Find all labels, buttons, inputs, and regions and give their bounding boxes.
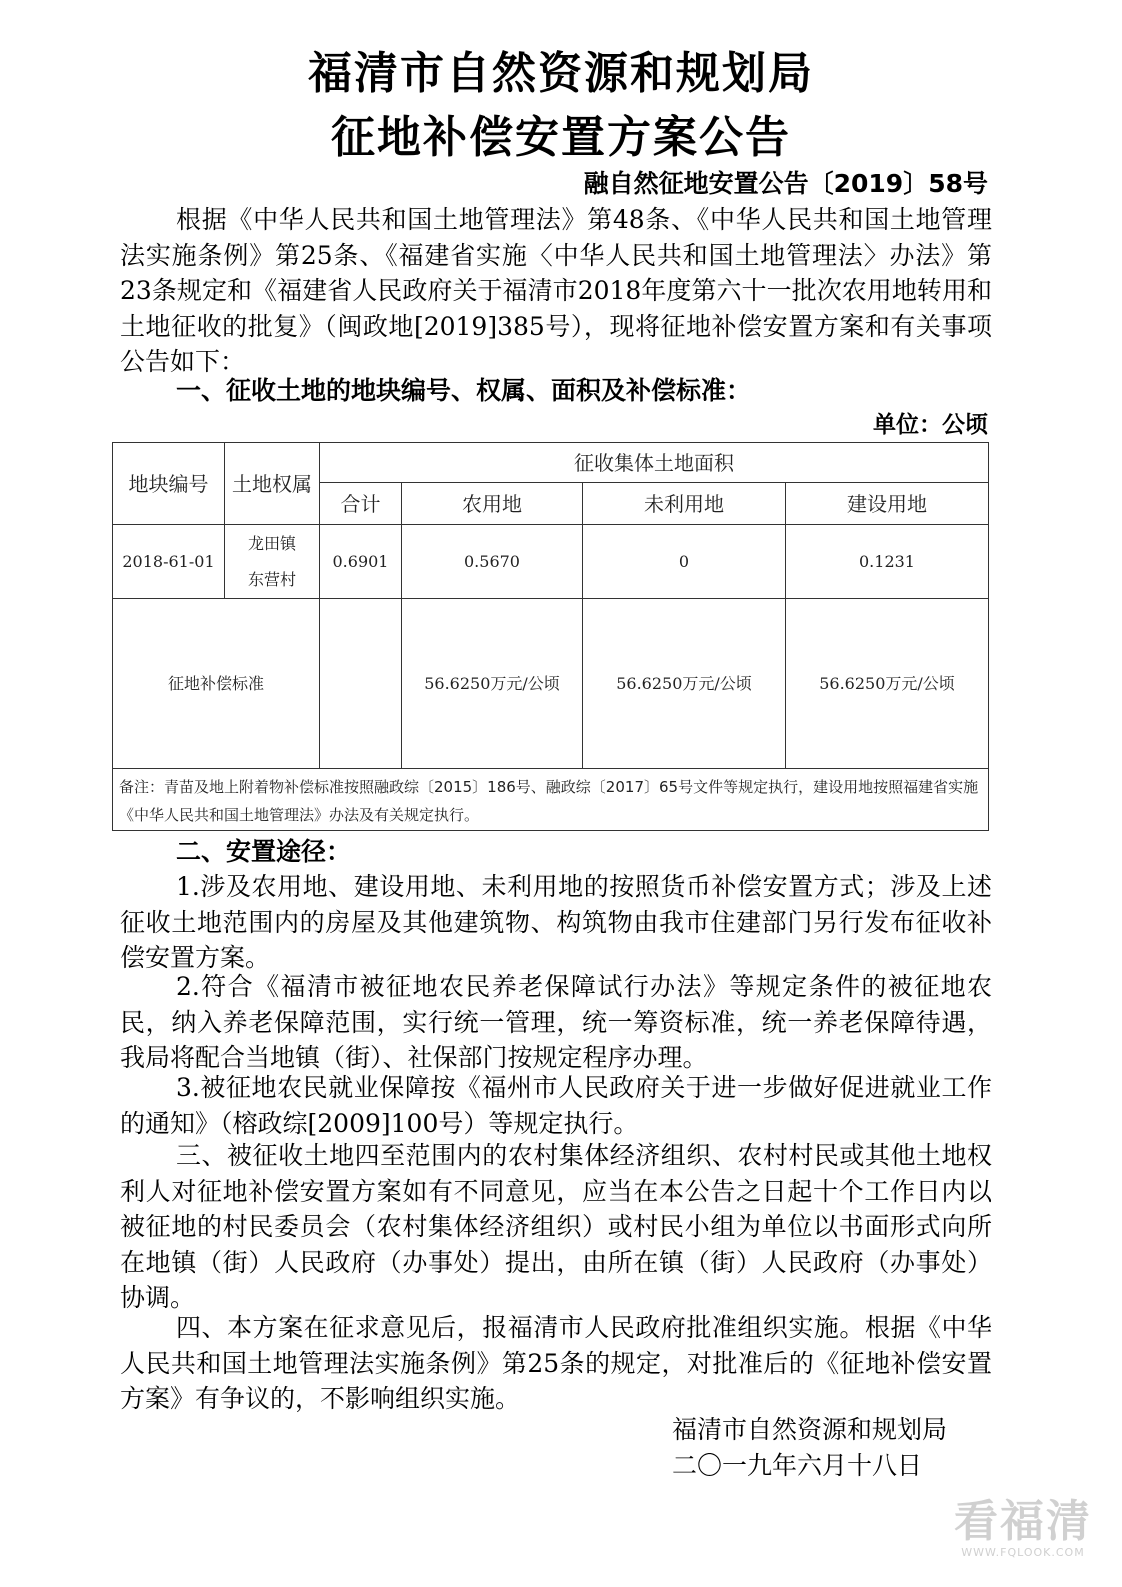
header-farmland: 农用地: [402, 483, 583, 525]
section2-item3: 3.被征地农民就业保障按《福州市人民政府关于进一步做好促进就业工作的通知》（榕政综[2009]100号）等规定执行。: [120, 1073, 992, 1138]
section2-heading: 二、安置途径：: [176, 837, 352, 866]
document-title-line1: 福清市自然资源和规划局: [308, 48, 814, 99]
section2-item2: 2.符合《福清市被征地农民养老保障试行办法》等规定条件的被征地农民，纳入养老保障范围，实行统一管理，统一筹资标准，统一养老保障待遇，我局将配合当地镇（街）、社保部门按规定程序办理。: [120, 972, 992, 1072]
watermark-url: WWW.FQLOOK.COM: [961, 1546, 1085, 1559]
table-note: 备注：青苗及地上附着物补偿标准按照融政综〔2015〕186号、融政综〔2017〕65号文件等规定执行，建设用地按照福建省实施《中华人民共和国土地管理法》办法及有关规定执行。: [113, 769, 989, 831]
watermark-text: 看福清: [954, 1496, 1092, 1547]
compensation-row: [113, 599, 989, 769]
section4-paragraph: 四、本方案在征求意见后，报福清市人民政府批准组织实施。根据《中华人民共和国土地管理法实施条例》第25条的规定，对批准后的《征地补偿安置方案》有争议的，不影响组织实施。: [120, 1313, 992, 1413]
cell-plot-no: 2018-61-01: [113, 525, 225, 599]
cell-ownership: [225, 525, 320, 599]
cell-construction: 0.1231: [786, 525, 989, 599]
land-table: [112, 442, 989, 831]
header-plot-no: 地块编号: [113, 443, 225, 525]
header-unused: 未利用地: [583, 483, 786, 525]
section2-item1: 1.涉及农用地、建设用地、未利用地的按照货币补偿安置方式；涉及上述征收土地范围内的房屋及其他建筑物、构筑物由我市住建部门另行发布征收补偿安置方案。: [120, 872, 992, 972]
watermark: [954, 1498, 1092, 1559]
header-area-group: 征收集体土地面积: [320, 443, 989, 483]
compensation-unused: 56.6250万元/公顷: [583, 599, 786, 769]
ownership-town: 龙田镇: [247, 533, 296, 553]
intro-paragraph: 根据《中华人民共和国土地管理法》第48条、《中华人民共和国土地管理法实施条例》第25条、《福建省实施〈中华人民共和国土地管理法〉办法》第23条规定和《福建省人民政府关于福清市2018年度第六十一批次农用地转用和土地征收的批复》（闽政地[2019]385号），现将征地补偿安置方案和有关事项公告如下：: [120, 205, 992, 376]
cell-unused: 0: [583, 525, 786, 599]
section1-heading: 一、征收土地的地块编号、权属、面积及补偿标准：: [176, 376, 752, 405]
compensation-label: 征地补偿标准: [113, 599, 320, 769]
header-total: 合计: [320, 483, 402, 525]
cell-total: 0.6901: [320, 525, 402, 599]
compensation-construction: 56.6250万元/公顷: [786, 599, 989, 769]
section3-paragraph: 三、被征收土地四至范围内的农村集体经济组织、农村村民或其他土地权利人对征地补偿安置方案如有不同意见，应当在本公告之日起十个工作日内以被征地的村民委员会（农村集体经济组织）或村民小组为单位以书面形式向所在地镇（街）人民政府（办事处）提出，由所在镇（街）人民政府（办事处）协调。: [120, 1141, 992, 1312]
header-construction: 建设用地: [786, 483, 989, 525]
unit-label: 单位：公顷: [873, 412, 988, 438]
signature-org: 福清市自然资源和规划局: [672, 1415, 948, 1444]
compensation-total-empty: [320, 599, 402, 769]
header-ownership: 土地权属: [225, 443, 320, 525]
compensation-farmland: 56.6250万元/公顷: [402, 599, 583, 769]
signature-date: 二〇一九年六月十八日: [672, 1451, 923, 1480]
ownership-village: 东营村: [247, 569, 296, 589]
document-title-line2: 征地补偿安置方案公告: [331, 112, 791, 163]
document-number: 融自然征地安置公告〔2019〕58号: [583, 169, 988, 198]
table-row: [113, 525, 989, 599]
cell-farmland: 0.5670: [402, 525, 583, 599]
